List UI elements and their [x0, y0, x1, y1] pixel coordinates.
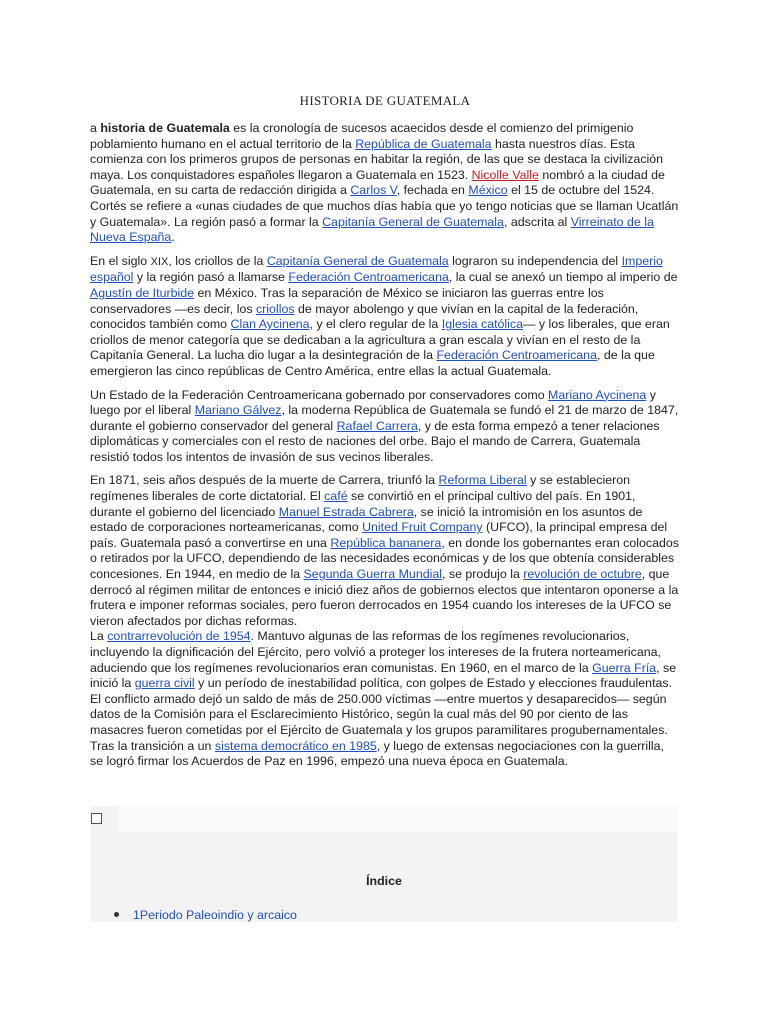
toc-title: Índice: [366, 874, 402, 888]
link-guerra-civil[interactable]: guerra civil: [134, 676, 195, 691]
paragraph-liberal-reform: [90, 473, 680, 629]
text: nombró a la ciudad de Guatemala, en su carta de redacción dirigida a: [90, 167, 665, 198]
text: de mayor abolengo y que vivían en la capital de la federación, conocidos también como: [90, 301, 639, 332]
text: — y los liberales, que eran criollos de menor categoría que se dedicaban a la agricultura a gran escala y vivían en el resto de la Capitanía General. La lucha dio lugar a la desintegración de la: [90, 317, 670, 363]
text: .: [171, 230, 175, 245]
text: es la cronología de sucesos acaecidos desde el comienzo del primigenio poblamiento humano en el actual territorio de la: [90, 121, 634, 151]
text: y un período de inestabilidad política, con golpes de Estado y elecciones fraudulentas. El conflicto armado dejó un saldo de más de 250.000 víctimas —entre muertos y desaparecidos— según datos de la Comisión para el Esclarecimiento Histórico, según la cual más del 90 por ciento de las masacres fueron cometidas por el Ejército de Guatemala y los grupos paramilitares progubernamentales. Tras la transición a un: [90, 676, 673, 753]
link-capitania-general[interactable]: Capitanía General de Guatemala: [266, 253, 449, 268]
link-contrarrevolucion-1954[interactable]: contrarrevolución de 1954: [107, 629, 251, 644]
link-united-fruit-company[interactable]: United Fruit Company: [362, 520, 483, 535]
text: , se inició la intromisión en los asuntos de estado de corporaciones norteamericanas, como: [90, 504, 643, 535]
text: y se establecieron regímenes liberales de corte dictatorial. El: [90, 473, 630, 504]
link-iglesia-catolica[interactable]: Iglesia católica: [441, 317, 524, 332]
text: en México. Tras la separación de México se iniciaron las guerras entre los conservadores —es decir, los: [90, 285, 604, 316]
link-mariano-galvez[interactable]: Mariano Gálvez: [194, 403, 282, 418]
text: En 1871, seis años después de la muerte de Carrera, triunfó la: [90, 473, 439, 488]
text: En el siglo: [90, 253, 151, 268]
link-republica-de-guatemala[interactable]: República de Guatemala: [355, 136, 492, 151]
text: , y el clero regular de la: [309, 317, 442, 332]
text: y la región pasó a llamarse: [133, 270, 289, 285]
document-title: HISTORIA DE GUATEMALA: [299, 93, 471, 108]
paragraph-republic: [90, 388, 680, 466]
text: , en donde los gobernantes eran colocados o retirados por la UFCO, dependiendo de las necesidades económicas y de los que obtenía considerables concesiones. En 1944, en medio de la: [90, 535, 679, 582]
link-capitania-general[interactable]: Capitanía General de Guatemala: [322, 214, 504, 229]
link-sistema-democratico-1985[interactable]: sistema democrático en 1985: [214, 738, 377, 753]
link-reforma-liberal[interactable]: Reforma Liberal: [438, 473, 527, 488]
text: , de la que emergieron las cinco repúblicas de Centro América, entre ellas la actual Guatemala.: [90, 348, 655, 378]
paragraph-independence: [90, 254, 680, 380]
text: , y luego de extensas negociaciones con la guerrilla, se logró firmar los Acuerdos de Paz en 1996, empezó una nueva época en Guatemala.: [90, 738, 664, 769]
document-page: [90, 0, 680, 778]
text: , y de esta forma empezó a tener relaciones diplomáticas y comerciales con el resto de naciones del orbe. Bajo el mando de Carrera, Guatemala resistió todos los intentos de invasión de sus vecinos liberales.: [90, 418, 660, 464]
text: el 15 de octubre del 1524. Cortés se refiere a «unas ciudades de que muchos días había que yo tengo noticias que se llaman Ucatlán y Guatemala». La región pasó a formar la: [90, 183, 679, 229]
text: , los criollos de la: [168, 253, 267, 268]
text: , adscrita al: [503, 214, 571, 229]
text: hasta nuestros días. Esta comienza con los primeros grupos de personas en habitar la región, de las que se destaca la civilización maya. Los conquistadores españoles llegaron a Guatemala en 1523.: [90, 136, 664, 182]
link-nicolle-valle[interactable]: Nicolle Valle: [471, 167, 539, 182]
text: , fechada en: [396, 183, 469, 198]
link-agustin-de-iturbide[interactable]: Agustín de Iturbide: [90, 285, 195, 300]
link-guerra-fria[interactable]: Guerra Fría: [592, 660, 657, 675]
link-federacion-centroamericana[interactable]: Federación Centroamericana: [288, 270, 449, 285]
link-federacion-centroamericana[interactable]: Federación Centroamericana: [436, 348, 597, 363]
toc-header-strip: [118, 806, 678, 832]
text: lograron su independencia del: [448, 253, 622, 268]
link-republica-bananera[interactable]: República bananera: [330, 535, 442, 550]
paragraph-intro: [90, 121, 680, 246]
toc-item[interactable]: [114, 908, 297, 922]
text: , la moderna República de Guatemala se fundó el 21 de marzo de 1847, durante el gobierno conservador del general: [90, 403, 679, 433]
link-mariano-aycinena[interactable]: Mariano Aycinena: [548, 387, 647, 402]
text: , que derrocó al régimen militar de entonces e inició diez años de gobiernos electos que intentaron oponerse a la frutera e imponer reformas sociales, pero fueron derrocados en 1954 cuando los intereses de la UFCO se vieron afectados por dichas reformas.: [90, 567, 679, 628]
text: Un Estado de la Federación Centroamericana gobernado por conservadores como: [90, 387, 549, 402]
link-virreinato[interactable]: Virreinato de la Nueva España: [90, 214, 654, 245]
text: , la cual se anexó un tiempo al imperio de: [448, 270, 678, 285]
text: y luego por el liberal: [90, 387, 656, 418]
text: se convirtió en el principal cultivo del país. En 1901, durante el gobierno del licenciado: [90, 489, 636, 519]
toc-item-number: 1: [133, 908, 140, 922]
bullet-icon: [114, 912, 119, 917]
text: a: [90, 121, 101, 135]
toc-item-label[interactable]: Periodo Paleoindio y arcaico: [139, 908, 297, 922]
text: (UFCO), la principal empresa del país. Guatemala pasó a convertirse en una: [90, 520, 668, 550]
link-cafe[interactable]: café: [324, 489, 348, 504]
link-revolucion-de-octubre[interactable]: revolución de octubre: [523, 567, 642, 582]
bold-term: historia de Guatemala: [100, 121, 230, 135]
text: , se inició la: [90, 660, 677, 691]
link-criollos[interactable]: criollos: [255, 301, 295, 316]
text: , se produjo la: [442, 567, 524, 582]
table-of-contents: [90, 806, 678, 922]
text: . Mantuvo algunas de las reformas de los regímenes revolucionarios, incluyendo la dignificación del Ejército, pero volvió a proteger los intereses de la frutera norteamericana, aduciendo que los regímenes revolucionarios eran comunistas. En 1960, en el marco de la: [90, 629, 661, 675]
paragraph-counterrevolution: [90, 629, 680, 769]
text: La: [90, 629, 108, 644]
link-mexico[interactable]: México: [468, 183, 508, 198]
link-rafael-carrera[interactable]: Rafael Carrera: [336, 418, 418, 433]
link-imperio-espanol[interactable]: Imperio español: [90, 253, 663, 285]
link-manuel-estrada-cabrera[interactable]: Manuel Estrada Cabrera: [278, 504, 414, 519]
link-clan-aycinena[interactable]: Clan Aycinena: [230, 317, 310, 332]
toc-toggle-checkbox[interactable]: [91, 813, 102, 824]
link-segunda-guerra-mundial[interactable]: Segunda Guerra Mundial: [303, 567, 442, 582]
century-numeral: XIX: [150, 255, 169, 268]
link-carlos-v[interactable]: Carlos V: [350, 183, 397, 198]
